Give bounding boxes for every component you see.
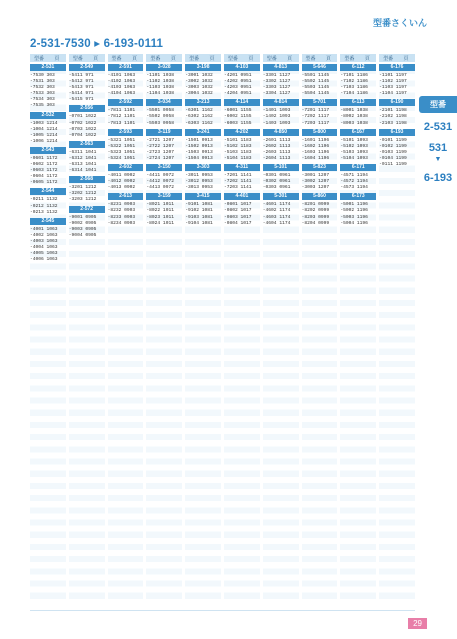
entry-rows: -5101 1093 -5102 1093 -5103 1093 -5104 1093 [340,137,368,161]
entry-rows: -7201 1141 -7202 1141 -7203 1141 [223,173,252,191]
column-header [379,54,415,62]
section-heading: 3-034 [146,99,182,106]
entry-rows: -5501 0958 -5502 0958 -5503 0958 [146,108,174,126]
column-header [146,54,182,62]
section-heading: 4-813 [263,64,299,71]
entry-rows: -0801 1017 -0802 1017 -0803 1017 -0804 1017 [223,202,252,226]
entry-rows: -2101 1198 -2102 1198 -2103 1198 [379,108,407,126]
column-header-label: 型番 [33,55,44,62]
section-heading: 3-159 [146,193,182,200]
entry-rows: -5101 1183 -5102 1183 -5103 1183 -5104 1183 [223,137,252,161]
entry-rows: -3001 1032 -3002 1032 -3003 1032 -3004 1032 [185,73,213,97]
side-tab-range-bottom: 6-193 [423,172,453,184]
entry-rows: -5411 971 -5412 971 -5413 971 -5414 971 -5415 971 [68,73,94,103]
entry-rows: -7530 303 -7531 303 -7532 303 -7533 303 -7534 303 -7535 303 [30,73,55,109]
index-column [146,54,182,604]
column-header-label: 頁 [325,55,331,62]
column-header [108,54,144,62]
entry-rows: -0211 1132 -0212 1132 -0213 1132 [30,197,58,215]
entry-rows: -0101 1199 -0102 1199 -0103 1199 -0104 1199 -0111 1199 [379,137,407,168]
section-heading: 6-171 [340,164,376,171]
column-header-label: 型番 [150,55,161,62]
section-heading: 3-150 [146,164,182,171]
entry-rows: -8231 0903 -8232 0903 -8233 0903 -8234 0903 [107,202,136,226]
column-header-label: 頁 [209,55,215,62]
entry-rows: -3001 1207 -3002 1207 -3003 1207 [301,173,330,191]
entry-rows: -7101 1186 -7102 1186 -7103 1186 -7104 1186 [340,73,368,97]
column-body [146,62,182,604]
section-heading: 2-592 [108,99,144,106]
entry-rows: -2601 1113 -2602 1113 -2603 1113 -2604 1113 [262,137,291,161]
section-heading: 2-572 [69,206,105,213]
column-header-label: 型番 [111,55,122,62]
section-heading: 4-103 [224,64,260,71]
section-heading: 4-850 [263,129,299,136]
side-tab-range-mid: 531 [428,142,448,154]
entry-rows: -5321 1051 -5322 1051 -5323 1051 -5324 1051 [107,137,136,161]
entry-rows: -4201 0951 -4202 0951 -4203 0951 -4204 0951 [223,73,252,97]
column-header-label: 頁 [54,55,60,62]
entry-rows: -4101 1063 -4102 1063 -4103 1063 -4104 1063 [107,73,136,97]
entry-rows: -1101 1197 -1102 1197 -1103 1197 -1104 1197 [379,73,407,97]
entry-rows: -4011 0902 -4012 0902 -4013 0902 [107,173,136,191]
entry-rows: -4411 0972 -4412 0972 -4413 0972 [146,173,174,191]
column-body [69,62,105,604]
section-heading: 3-213 [185,99,221,106]
index-column [263,54,299,604]
entry-rows: -9101 1081 -9102 1081 -9103 1081 -9104 1081 [185,202,213,226]
section-heading: 6-190 [379,99,415,106]
section-heading: 4-401 [224,193,260,200]
index-column [69,54,105,604]
column-body [379,62,415,604]
entry-rows: -6001 1155 -6002 1155 -6003 1155 [223,108,252,126]
section-heading: 6-173 [340,193,376,200]
entry-rows: -9001 0905 -9002 0905 -9003 0905 -9004 0905 [68,214,97,238]
section-heading: 5-646 [302,64,338,71]
column-header [185,54,221,62]
section-heading: 3-303 [185,164,221,171]
column-header [30,54,66,62]
section-heading: 2-568 [69,176,105,183]
section-heading: 5-101 [263,164,299,171]
index-column [302,54,338,604]
column-body [340,62,376,604]
column-header-label: 型番 [72,55,83,62]
column-body [30,62,66,604]
entry-rows: -7201 1117 -7202 1117 -7203 1117 [301,108,330,126]
section-heading: 3-028 [146,64,182,71]
section-heading: 5-301 [263,193,299,200]
index-column [30,54,66,604]
range-heading: 2-531-7530 ▸ 6-193-0111 [30,38,164,50]
entry-rows: -1501 0913 -1502 0913 -1503 0913 -1504 0913 [185,137,213,161]
section-heading: 2-543 [30,147,66,154]
footer-divider [30,610,415,611]
index-column [185,54,221,604]
column-header-label: 頁 [170,55,176,62]
column-header-label: 頁 [248,55,254,62]
section-heading: 6-113 [340,99,376,106]
column-body [263,62,299,604]
side-tab-range-top: 2-531 [423,121,453,133]
section-heading: 2-613 [108,193,144,200]
down-arrow-icon: ▼ [434,156,442,163]
column-header-label: 型番 [266,55,277,62]
entry-rows: -8001 1038 -8002 1038 -8003 1038 [340,108,368,126]
entry-rows: -1003 1214 -1004 1214 -1005 1214 -1006 1214 [30,120,58,144]
section-heading: 2-532 [30,112,66,119]
section-heading: 4-814 [263,99,299,106]
section-heading: 2-602 [108,164,144,171]
entry-rows: -4601 1174 -4602 1174 -4603 1174 -4604 1174 [262,202,291,226]
section-heading: 6-193 [379,129,415,136]
entry-rows: -5501 1145 -5502 1145 -5503 1145 -5504 1145 [301,73,330,97]
entry-rows: -1601 1196 -1602 1196 -1603 1196 -1604 1196 [301,137,330,161]
index-column [340,54,376,604]
column-header-label: 型番 [344,55,355,62]
section-heading: 4-114 [224,99,260,106]
section-heading: 3-241 [185,129,221,136]
entry-rows: -6311 1041 -6312 1041 -6313 1041 -6314 1041 [68,149,97,174]
column-header-label: 型番 [305,55,316,62]
entry-rows: -1101 1038 -1102 1038 -1103 1038 -1104 1038 [146,73,174,97]
section-heading: 5-800 [302,129,338,136]
section-heading: 6-167 [340,129,376,136]
section-heading: 2-593 [108,129,144,136]
column-header-label: 型番 [227,55,238,62]
column-body [224,62,260,604]
column-header-label: 頁 [403,55,409,62]
section-heading: 5-701 [302,99,338,106]
section-heading: 3-415 [185,193,221,200]
entry-rows: -1401 1093 -1402 1093 -1403 1093 [262,108,291,126]
column-header [340,54,376,62]
entry-rows: -4571 1194 -4572 1194 -4573 1194 [340,173,368,191]
index-column [224,54,260,604]
section-heading: 2-544 [30,188,66,195]
entry-rows: -3011 0953 -3012 0953 -3013 0953 [185,173,213,191]
entry-rows: -0601 1172 -0602 1172 -0603 1172 -0604 1172 -0605 1172 [30,155,58,186]
column-header-label: 頁 [93,55,99,62]
section-heading: 2-556 [69,105,105,112]
section-heading: 2-549 [69,64,105,71]
section-heading: 6-176 [379,64,415,71]
index-title: 型番さくいん [372,18,427,28]
column-header [69,54,105,62]
column-body [185,62,221,604]
section-heading: 6-112 [340,64,376,71]
section-heading: 5-823 [302,164,338,171]
section-heading: 2-545 [30,218,66,225]
column-header-label: 頁 [131,55,137,62]
entry-rows: -4001 1063 -4002 1063 -4003 1063 -4004 1063 -4005 1063 -4006 1063 [30,226,58,263]
index-column [108,54,144,604]
section-heading: 2-531 [30,64,66,71]
entry-rows: -2721 1207 -2722 1207 -2723 1207 -2724 1207 [146,137,174,161]
section-heading: 2-591 [108,64,144,71]
section-heading: 3-119 [146,129,182,136]
section-heading: 5-860 [302,193,338,200]
entry-rows: -3201 1212 -3202 1212 -3203 1212 [68,185,97,203]
entry-rows: -0701 1022 -0702 1022 -0703 1022 -0704 1022 [68,114,97,138]
column-body [302,62,338,604]
index-column [379,54,415,604]
section-heading: 4-202 [224,129,260,136]
section-heading: 2-563 [69,141,105,148]
section-heading: 3-198 [185,64,221,71]
entry-rows: -8021 1011 -8022 1011 -8023 1011 -8024 1011 [146,202,174,226]
side-index-tab [419,96,457,185]
column-header [224,54,260,62]
entry-rows: -0301 0961 -0302 0961 -0303 0961 [262,173,291,191]
column-header-label: 頁 [287,55,293,62]
entry-rows: -8201 0999 -8202 0999 -8203 0999 -8204 0999 [301,202,330,226]
section-heading: 4-311 [224,164,260,171]
index-columns [30,54,415,604]
column-body [108,62,144,604]
side-tab-label: 型番 [419,96,457,113]
entry-rows: -3301 1127 -3302 1127 -3303 1127 -3304 1127 [262,73,291,97]
entry-rows: -7811 1101 -7812 1101 -7813 1101 [107,108,136,126]
column-header-label: 頁 [364,55,370,62]
column-header [302,54,338,62]
column-header-label: 型番 [189,55,200,62]
column-header [263,54,299,62]
page-number: 29 [408,618,427,629]
column-header-label: 型番 [383,55,394,62]
entry-rows: -6301 1162 -6302 1162 -6303 1162 [185,108,213,126]
entry-rows: -5001 1196 -5002 1196 -5003 1196 -5004 1196 [340,202,368,226]
